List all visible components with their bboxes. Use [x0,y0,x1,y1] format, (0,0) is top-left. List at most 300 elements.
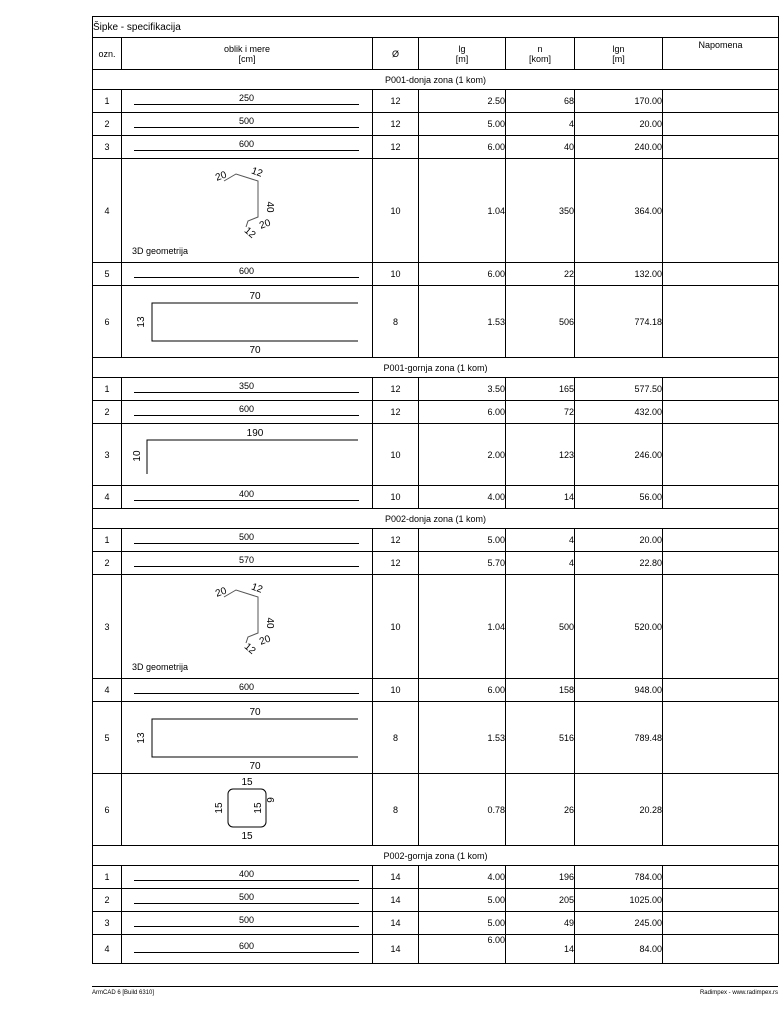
diameter-value: 12 [390,407,401,417]
straight-bar-shape [134,116,359,132]
bar-line [134,104,359,105]
cell-lgn [575,575,663,679]
cell-diameter [373,575,419,679]
bar-length-label: 600 [238,266,255,276]
cell-shape [122,575,373,679]
cell-lg [419,529,506,552]
cell-diameter [373,159,419,263]
section-header-row [93,846,779,866]
cell-napomena [663,424,779,486]
u-bar-shape [122,702,372,773]
n-value: 40 [563,142,574,152]
cell-napomena [663,889,779,912]
ozn-value: 4 [104,492,110,502]
ozn-value: 3 [104,918,110,928]
cell-lg [419,424,506,486]
n-value: 4 [568,535,574,545]
ozn-value: 2 [104,407,110,417]
n-value: 196 [558,872,574,882]
section-title: P002-gornja zona (1 kom) [93,846,779,866]
dim-bottom-label: 15 [241,831,253,842]
cell-shape [122,529,373,552]
diameter-value: 14 [390,918,401,928]
ozn-value: 2 [104,119,110,129]
page-footer [92,986,778,996]
diameter-value: 14 [390,895,401,905]
cell-shape [122,935,373,964]
u-bar-line [152,303,358,341]
section-header-row [93,358,779,378]
table-row [93,286,779,358]
cell-lgn [575,159,663,263]
cell-ozn [93,378,122,401]
cell-lg [419,401,506,424]
n-value: 72 [563,407,574,417]
cell-ozn [93,679,122,702]
straight-bar-shape [134,489,359,505]
dim-c-label: 40 [264,201,275,213]
cell-napomena [663,529,779,552]
lgn-value: 20.28 [639,804,662,815]
cell-diameter [373,90,419,113]
ozn-value: 4 [104,685,110,695]
cell-n [506,113,575,136]
cell-lgn [575,912,663,935]
straight-bar-shape [134,139,359,155]
dim-a-label: 20 [214,585,229,600]
header-lg: lg [m] [419,38,506,70]
table-row [93,159,779,263]
l-bar-shape [122,424,372,485]
straight-bar-shape [134,682,359,698]
lg-value: 4.00 [487,492,505,502]
bar-line [134,952,359,953]
cell-lgn [575,529,663,552]
lgn-value: 577.50 [634,384,662,394]
bar-length-label: 600 [238,404,255,414]
lgn-value: 520.00 [634,621,662,632]
cell-ozn [93,159,122,263]
bar-line [134,277,359,278]
lg-value: 1.53 [487,316,505,327]
bar-line [134,566,359,567]
cell-ozn [93,912,122,935]
cell-lgn [575,113,663,136]
cell-ozn [93,774,122,846]
dim-e-label: 12 [241,641,258,657]
cell-n [506,263,575,286]
cell-n [506,935,575,964]
cell-diameter [373,136,419,159]
header-lgn: lgn [m] [575,38,663,70]
dim-side-label: 13 [136,732,147,744]
table-row [93,702,779,774]
lgn-value: 246.00 [634,449,662,460]
cell-lgn [575,90,663,113]
bent-bar-line [224,174,258,227]
cell-ozn [93,486,122,509]
diameter-value: 10 [390,269,401,279]
specification-table [92,16,779,964]
straight-bar-shape [134,532,359,548]
cell-shape [122,912,373,935]
table-row [93,401,779,424]
lg-value: 5.70 [487,558,505,568]
cell-diameter [373,935,419,964]
diameter-value: 12 [390,119,401,129]
cell-diameter [373,378,419,401]
cell-napomena [663,774,779,846]
diameter-value: 10 [390,685,401,695]
footer-vendor: Radimpex - www.radimpex.rs [699,990,778,996]
header-napomena: Napomena [663,38,779,70]
cell-lg [419,866,506,889]
cell-n [506,679,575,702]
geometry-3d-label: 3D geometrija [132,662,189,672]
lgn-value: 170.00 [634,96,662,106]
cell-napomena [663,286,779,358]
table-row [93,774,779,846]
cell-n [506,702,575,774]
lg-value: 1.53 [487,732,505,743]
cell-shape [122,889,373,912]
cell-ozn [93,866,122,889]
table-title: Šipke - specifikacija [93,17,779,38]
cell-lg [419,486,506,509]
cell-shape [122,486,373,509]
cell-lgn [575,136,663,159]
table-row [93,935,779,964]
ozn-value: 5 [104,269,110,279]
ozn-value: 4 [104,944,110,954]
straight-bar-shape [134,892,359,908]
diameter-value: 8 [392,732,398,743]
cell-lg [419,679,506,702]
ozn-value: 5 [104,732,110,743]
cell-n [506,90,575,113]
cell-ozn [93,935,122,964]
diameter-value: 12 [390,558,401,568]
lgn-value: 22.80 [639,558,662,568]
cell-napomena [663,866,779,889]
cell-n [506,136,575,159]
dim-left-label: 15 [214,802,225,814]
cell-lgn [575,774,663,846]
cell-shape [122,774,373,846]
ozn-value: 1 [104,535,110,545]
cell-lgn [575,378,663,401]
cell-shape [122,286,373,358]
n-value: 22 [563,269,574,279]
cell-lgn [575,935,663,964]
cell-napomena [663,935,779,964]
cell-diameter [373,263,419,286]
cell-n [506,774,575,846]
table-row [93,113,779,136]
lgn-value: 432.00 [634,407,662,417]
lg-value: 5.00 [487,895,505,905]
n-value: 4 [568,119,574,129]
cell-ozn [93,263,122,286]
n-value: 26 [563,804,574,815]
cell-n [506,159,575,263]
lgn-value: 784.00 [634,872,662,882]
cell-shape [122,679,373,702]
section-header-row [93,509,779,529]
cell-lg [419,113,506,136]
cell-shape [122,159,373,263]
cell-diameter [373,529,419,552]
cell-shape [122,378,373,401]
table-row [93,889,779,912]
cell-shape [122,90,373,113]
cell-diameter [373,113,419,136]
cell-n [506,529,575,552]
ozn-value: 1 [104,96,110,106]
table-row [93,136,779,159]
lgn-value: 56.00 [639,492,662,502]
cell-diameter [373,889,419,912]
diameter-value: 12 [390,96,401,106]
cell-ozn [93,529,122,552]
lg-value: 1.04 [487,205,505,216]
dim-hook-label: 9 [266,797,277,803]
table-row [93,866,779,889]
cell-shape [122,263,373,286]
cell-shape [122,136,373,159]
table-row [93,912,779,935]
dim-c-label: 40 [264,617,275,629]
u-bar-shape [122,286,372,357]
diameter-value: 8 [392,316,398,327]
cell-n [506,575,575,679]
lg-value: 2.00 [487,449,505,460]
bar-line [134,500,359,501]
ozn-value: 1 [104,384,110,394]
bar-line [134,543,359,544]
cell-diameter [373,552,419,575]
diameter-value: 10 [390,205,401,216]
n-value: 14 [563,492,574,502]
bar-length-label: 350 [238,381,255,391]
dim-top-label: 15 [241,777,253,788]
cell-lg [419,263,506,286]
n-value: 165 [558,384,574,394]
cell-n [506,486,575,509]
cell-lgn [575,263,663,286]
lgn-value: 84.00 [639,944,662,954]
dim-bottom-label: 70 [249,345,261,356]
cell-napomena [663,159,779,263]
bar-length-label: 600 [238,139,255,149]
bar-length-label: 600 [238,941,255,951]
bar-line [134,693,359,694]
table-row [93,529,779,552]
straight-bar-shape [134,93,359,109]
cell-ozn [93,575,122,679]
cell-napomena [663,401,779,424]
u-bar-line [152,719,358,757]
cell-n [506,912,575,935]
table-row [93,378,779,401]
bar-length-label: 500 [238,532,255,542]
bar-length-label: 500 [238,892,255,902]
cell-lgn [575,486,663,509]
table-row [93,90,779,113]
bar-line [134,150,359,151]
lg-value: 5.00 [487,918,505,928]
cell-lgn [575,889,663,912]
n-value: 500 [558,621,574,632]
cell-lg [419,378,506,401]
cell-n [506,866,575,889]
diameter-value: 14 [390,944,401,954]
section-title: P001-donja zona (1 kom) [93,70,779,90]
straight-bar-shape [134,381,359,397]
lg-value: 0.78 [487,804,505,815]
n-value: 123 [558,449,574,460]
cell-napomena [663,912,779,935]
bar-line [134,926,359,927]
ozn-value: 6 [104,316,110,327]
bar-line [134,415,359,416]
ozn-value: 1 [104,872,110,882]
cell-lgn [575,424,663,486]
lgn-value: 789.48 [634,732,662,743]
table-row [93,552,779,575]
cell-diameter [373,679,419,702]
ozn-value: 3 [104,142,110,152]
cell-lgn [575,679,663,702]
cell-napomena [663,575,779,679]
diameter-value: 12 [390,142,401,152]
dim-right-label: 15 [253,802,264,814]
lgn-value: 20.00 [639,119,662,129]
cell-ozn [93,136,122,159]
straight-bar-shape [134,555,359,571]
cell-ozn [93,286,122,358]
cell-diameter [373,486,419,509]
n-value: 14 [563,944,574,954]
diameter-value: 12 [390,384,401,394]
cell-napomena [663,552,779,575]
cell-diameter [373,286,419,358]
cell-shape [122,866,373,889]
n-value: 4 [568,558,574,568]
cell-diameter [373,401,419,424]
ozn-value: 2 [104,558,110,568]
cell-lg [419,90,506,113]
cell-lg [419,575,506,679]
cell-napomena [663,113,779,136]
cell-shape [122,552,373,575]
lg-value: 1.04 [487,621,505,632]
cell-napomena [663,263,779,286]
bar-line [134,880,359,881]
cell-lg [419,774,506,846]
cell-ozn [93,702,122,774]
lg-value: 6.00 [487,269,505,279]
diameter-value: 10 [390,621,401,632]
lgn-value: 132.00 [634,269,662,279]
n-value: 516 [558,732,574,743]
lgn-value: 364.00 [634,205,662,216]
dim-d-label: 20 [258,217,273,232]
cell-napomena [663,679,779,702]
cell-lg [419,935,506,964]
cell-shape [122,702,373,774]
cell-diameter [373,424,419,486]
dim-top-label: 190 [246,428,264,439]
dim-e-label: 12 [241,225,258,241]
lgn-value: 774.18 [634,316,662,327]
bar-length-label: 500 [238,915,255,925]
lg-value: 4.00 [487,872,505,882]
bar-length-label: 570 [238,555,255,565]
lgn-value: 1025.00 [629,895,662,905]
diameter-value: 12 [390,535,401,545]
dim-a-label: 20 [214,169,229,184]
footer-software: ArmCAD 6 [Build 6310] [92,990,155,996]
n-value: 506 [558,316,574,327]
cell-napomena [663,90,779,113]
cell-lgn [575,552,663,575]
dim-b-label: 12 [249,581,264,596]
lg-value: 6.00 [487,935,505,945]
bar-length-label: 400 [238,489,255,499]
straight-bar-shape [134,266,359,282]
cell-ozn [93,424,122,486]
diameter-value: 10 [390,492,401,502]
lg-value: 2.50 [487,96,505,106]
section-title: P001-gornja zona (1 kom) [93,358,779,378]
bar-length-label: 500 [238,116,255,126]
cell-lg [419,912,506,935]
cell-lgn [575,866,663,889]
cell-lgn [575,702,663,774]
cell-diameter [373,702,419,774]
cell-n [506,552,575,575]
table-row [93,486,779,509]
stirrup-shape [122,774,372,845]
dim-top-label: 70 [249,291,261,302]
n-value: 350 [558,205,574,216]
cell-ozn [93,113,122,136]
lgn-value: 948.00 [634,685,662,695]
cell-n [506,424,575,486]
table-row [93,575,779,679]
lg-value: 5.00 [487,535,505,545]
cell-lg [419,159,506,263]
dim-side-label: 10 [132,450,143,462]
cell-napomena [663,702,779,774]
dim-top-label: 70 [249,707,261,718]
cell-shape [122,401,373,424]
lg-value: 3.50 [487,384,505,394]
header-oblik: oblik i mere [cm] [122,38,373,70]
lg-value: 6.00 [487,407,505,417]
geometry-3d-label: 3D geometrija [132,246,189,256]
n-value: 158 [558,685,574,695]
cell-lg [419,286,506,358]
straight-bar-shape [134,404,359,420]
cell-lg [419,702,506,774]
bar-line [134,903,359,904]
cell-n [506,889,575,912]
cell-ozn [93,552,122,575]
section-header-row [93,70,779,90]
straight-bar-shape [134,915,359,931]
